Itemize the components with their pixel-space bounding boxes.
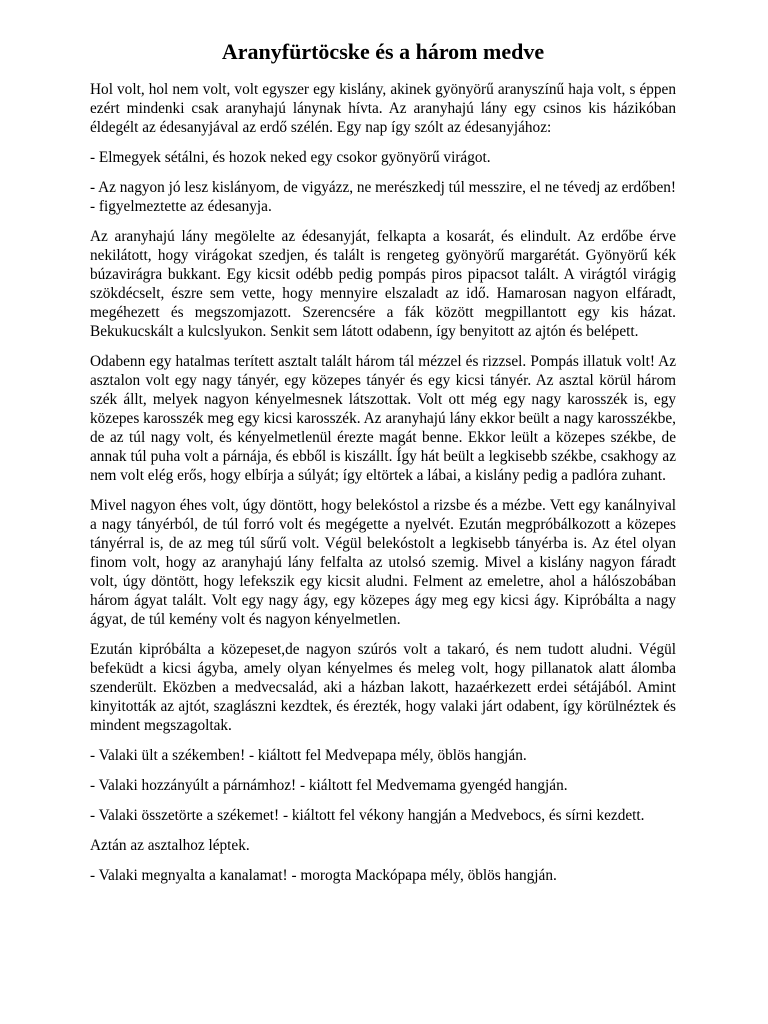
paragraph-dialogue-warning: - Az nagyon jó lesz kislányom, de vigyázz, ne merészkedj túl messzire, el ne tévedj az erdőben! - figyelmeztette az édesanyja. bbox=[90, 179, 676, 215]
paragraph-mama-pillow: - Valaki hozzányúlt a párnámhoz! - kiáltott fel Medvemama gyengéd hangján. bbox=[90, 777, 568, 794]
paragraph-cub-chair: - Valaki összetörte a székemet! - kiáltott fel vékony hangján a Medvebocs, és sírni kezdett. bbox=[90, 807, 645, 824]
paragraph-table-chairs: Odabenn egy hatalmas terített asztalt talált három tál mézzel és rizzsel. Pompás illatuk volt! Az asztalon volt egy nagy tányér, egy közepes tányér és egy kicsi tányér. Az asztal körül három szék állt, melyek nagyon kényelmesnek látszottak. Volt ott még egy nagy karosszék is, egy közepes karosszék meg egy kicsi karosszék. Az aranyhajú lány ekkor beült a nagy karosszékbe, de az túl nagy volt, és kényelmetlenül érezte magát benne. Ekkor leült a közepes székbe, de annak túl puha volt a párnája, és ebből is kiszállt. Így hát beült a legkisebb székbe, csakhogy az nem volt elég erős, hogy elbírja a súlyát; így eltörtek a lábai, a kislány pedig a padlóra zuhant. bbox=[90, 353, 676, 484]
paragraph-dialogue-walk: - Elmegyek sétálni, és hozok neked egy csokor gyönyörű virágot. bbox=[90, 149, 491, 166]
paragraph-bears-return: Ezután kipróbálta a közepeset,de nagyon szúrós volt a takaró, és nem tudott aludni. Végül befeküdt a kicsi ágyba, amely olyan kényelmes és meleg volt, hogy pillanatok alatt álomba szenderült. Eközben a medvecsalád, aki a házban lakott, hazaérkezett erdei sétájából. Amint kinyitották az ajtót, szaglászni kezdtek, és érezték, hogy valaki járt odabent, így körülnéztek és mindent megszagoltak. bbox=[90, 641, 676, 734]
paragraph-forest: Az aranyhajú lány megölelte az édesanyját, felkapta a kosarát, és elindult. Az erdőbe érve nekilátott, hogy virágokat szedjen, és talált is rengeteg gyönyörű margarétát. Gyönyörű kék búzavirágra bukkant. Egy kicsit odébb pedig pompás piros pipacsot talált. A virágtól virágig szökdécselt, észre sem vette, hogy mennyire elszaladt az idő. Hamarosan nagyon elfáradt, megéhezett és megszomjazott. Szerencsére a fák között megpillantott egy kis házat. Bekukucskált a kulcslyukon. Senkit sem látott odabenn, így benyitott az ajtón és belépett. bbox=[90, 228, 676, 340]
paragraph-intro: Hol volt, hol nem volt, volt egyszer egy kislány, akinek gyönyörű aranyszínű haja volt, s éppen ezért mindenki csak aranyhajú lánynak hívta. Az aranyhajú lány egy csinos kis házikóban éldegélt az édesanyjával az erdő szélén. Egy nap így szólt az édesanyjához: bbox=[90, 81, 676, 136]
paragraph-to-table: Aztán az asztalhoz léptek. bbox=[90, 837, 250, 854]
document-title: Aranyfürtöcske és a három medve bbox=[221, 39, 545, 64]
paragraph-papa-spoon: - Valaki megnyalta a kanalamat! - morogta Mackópapa mély, öblös hangján. bbox=[90, 867, 557, 884]
paragraph-food-beds: Mivel nagyon éhes volt, úgy döntött, hogy belekóstol a rizsbe és a mézbe. Vett egy kanálnyival a nagy tányérból, de túl forró volt és megégette a nyelvét. Ezután megpróbálkozott a közepes tányérral is, de az meg túl sűrű volt. Végül belekóstolt a legkisebb tányérba is. Az étel olyan finom volt, hogy az aranyhajú lány felfalta az utolsó szemig. Mivel a kislány nagyon fáradt volt, úgy döntött, hogy lefekszik egy kicsit aludni. Felment az emeletre, ahol a hálószobában három ágyat talált. Volt egy nagy ágy, egy közepes ágy meg egy kicsi ágy. Kipróbálta a nagy ágyat, de túl kemény volt és nagyon kényelmetlen. bbox=[90, 497, 676, 628]
document-page bbox=[90, 38, 676, 896]
paragraph-papa-chair: - Valaki ült a székemben! - kiáltott fel Medvepapa mély, öblös hangján. bbox=[90, 747, 527, 764]
